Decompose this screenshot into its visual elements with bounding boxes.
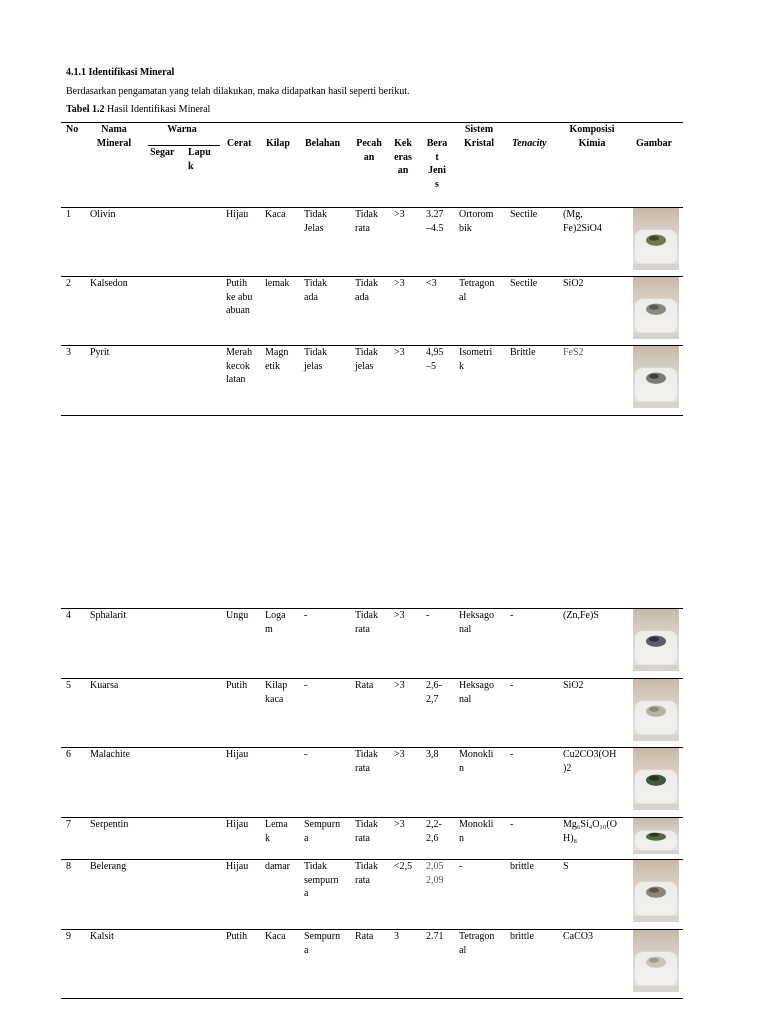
cell-kilap: etik — [265, 360, 280, 372]
cell-no: 6 — [66, 749, 71, 760]
cell-cerat: abuan — [226, 305, 250, 316]
cell-kekerasan: >3 — [394, 819, 405, 830]
cell-cerat: Merah — [226, 347, 253, 358]
cell-tenacity: brittle — [510, 931, 534, 942]
cell-komposisi-kimia: SiO2 — [563, 278, 584, 289]
cell-berat-jenis: 3.27 — [426, 209, 444, 220]
cell-nama-mineral: Belerang — [90, 861, 127, 872]
cell-pecahan: Tidak — [355, 278, 378, 289]
cell-belahan: ada — [304, 291, 318, 303]
cell-nama-mineral: Serpentin — [90, 819, 129, 830]
cell-belahan: a — [304, 944, 309, 956]
cell-belahan: a — [304, 832, 309, 844]
cell-belahan: Sempurn — [304, 819, 341, 830]
cell-kilap: Kilap — [265, 680, 288, 691]
cell-sistem-kristal: Monokli — [459, 749, 494, 760]
cell-berat-jenis: 2.71 — [426, 931, 444, 942]
table-caption — [66, 103, 210, 117]
cell-komposisi-kimia: )2 — [563, 762, 572, 774]
cell-tenacity: brittle — [510, 861, 534, 872]
cell-berat-jenis: 3,8 — [426, 749, 439, 760]
serpentin-photo — [633, 818, 679, 854]
cell-pecahan: ada — [355, 291, 369, 303]
cell-nama-mineral: Malachite — [90, 749, 130, 760]
cell-kekerasan: >3 — [394, 749, 405, 760]
cell-berat-jenis: 2,05 — [426, 861, 444, 872]
cell-pecahan: rata — [355, 623, 370, 635]
cell-kilap: k — [265, 832, 270, 844]
cell-belahan: Tidak — [304, 861, 327, 872]
cell-belahan: sempurn — [304, 874, 339, 886]
cell-sistem-kristal: Monokli — [459, 819, 494, 830]
cell-kilap: m — [265, 623, 273, 635]
cell-kekerasan: >3 — [394, 610, 405, 621]
header-segar: Segar — [150, 147, 175, 158]
cell-kilap: Lema — [265, 819, 288, 830]
cell-pecahan: Tidak — [355, 861, 378, 872]
cell-no: 3 — [66, 347, 71, 358]
cell-sistem-kristal: k — [459, 360, 464, 372]
cell-belahan: Tidak — [304, 347, 327, 358]
cell-cerat: Putih — [226, 680, 248, 691]
cell-komposisi-kimia: FeS2 — [563, 347, 584, 358]
cell-belahan: Jelas — [304, 222, 324, 234]
cell-pecahan: rata — [355, 874, 370, 886]
pyrit-photo — [633, 346, 679, 408]
cell-kilap: Magn — [265, 347, 289, 358]
kalsit-photo — [633, 930, 679, 992]
cell-sistem-kristal: Ortorom — [459, 209, 494, 220]
cell-komposisi-kimia: (Zn,Fe)S — [563, 610, 599, 621]
cell-tenacity: - — [510, 680, 514, 691]
cell-kilap: lemak — [265, 278, 290, 289]
cell-berat-jenis: 2,7 — [426, 693, 439, 705]
header-kekerasan: Kek — [394, 138, 412, 149]
cell-sistem-kristal: al — [459, 291, 467, 303]
header-no: No — [66, 124, 79, 135]
cell-berat-jenis: 4,95 — [426, 347, 444, 358]
header-kekerasan: eras — [394, 151, 412, 163]
cell-berat-jenis: –4.5 — [426, 222, 444, 234]
cell-sistem-kristal: Heksago — [459, 680, 494, 691]
cell-pecahan: rata — [355, 222, 370, 234]
cell-cerat: Hijau — [226, 861, 249, 872]
cell-nama-mineral: Pyrit — [90, 347, 110, 358]
kalsedon-photo — [633, 277, 679, 339]
cell-kekerasan: >3 — [394, 347, 405, 358]
cell-berat-jenis: 2,6 — [426, 832, 439, 844]
cell-cerat: Putih — [226, 278, 248, 289]
cell-cerat: Ungu — [226, 610, 249, 621]
olivin-photo — [633, 208, 679, 270]
header-cerat: Cerat — [227, 138, 252, 149]
cell-tenacity: - — [510, 749, 514, 760]
cell-pecahan: Tidak — [355, 610, 378, 621]
cell-sistem-kristal: Isometri — [459, 347, 493, 358]
cell-no: 2 — [66, 278, 71, 289]
cell-cerat: ke abu — [226, 291, 253, 303]
cell-kilap: Loga — [265, 610, 286, 621]
cell-belahan: - — [304, 610, 308, 621]
cell-berat-jenis: <3 — [426, 278, 437, 289]
cell-komposisi-kimia: Mg₆Si₄O₁₀(O — [563, 819, 617, 830]
cell-cerat: Hijau — [226, 819, 249, 830]
cell-sistem-kristal: bik — [459, 222, 472, 234]
cell-no: 1 — [66, 209, 71, 220]
header-berat-jenis: Bera — [426, 138, 448, 149]
header-berat-jenis: s — [435, 178, 439, 190]
cell-pecahan: Tidak — [355, 749, 378, 760]
cell-nama-mineral: Kalsit — [90, 931, 114, 942]
belerang-photo — [633, 860, 679, 922]
cell-cerat: latan — [226, 374, 246, 385]
cell-no: 5 — [66, 680, 71, 691]
header-berat-jenis: Jeni — [428, 165, 446, 176]
cell-belahan: a — [304, 888, 309, 899]
cell-tenacity: - — [510, 610, 514, 621]
cell-sistem-kristal: nal — [459, 693, 472, 705]
cell-kekerasan: >3 — [394, 209, 405, 220]
cell-komposisi-kimia: CaCO3 — [563, 931, 593, 942]
header-sistem-kristal: Sistem — [464, 124, 494, 135]
cell-sistem-kristal: Heksago — [459, 610, 494, 621]
cell-belahan: - — [304, 749, 308, 760]
cell-cerat: Putih — [226, 931, 248, 942]
cell-belahan: Tidak — [304, 278, 327, 289]
section-title: 4.1.1 Identifikasi Mineral — [66, 67, 175, 78]
cell-tenacity: Sectile — [510, 278, 538, 289]
cell-no: 4 — [66, 610, 71, 621]
header-sistem-kristal: Kristal — [464, 137, 494, 149]
header-warna: Warna — [167, 124, 197, 135]
intro-paragraph: Berdasarkan pengamatan yang telah dilakukan, maka didapatkan hasil seperti berikut. — [66, 86, 410, 97]
cell-sistem-kristal: - — [459, 861, 463, 872]
table-caption-label: Tabel 1.2 — [66, 104, 105, 115]
sphalarit-photo — [633, 609, 679, 671]
cell-belahan: Tidak — [304, 209, 327, 220]
cell-kekerasan: >3 — [394, 278, 405, 289]
cell-berat-jenis: - — [426, 610, 430, 621]
cell-komposisi-kimia: H)₈ — [563, 832, 578, 844]
cell-kilap: Kaca — [265, 209, 286, 220]
header-nama-mineral: Mineral — [96, 137, 132, 149]
cell-pecahan: Rata — [355, 680, 374, 691]
cell-no: 9 — [66, 931, 71, 942]
header-komposisi-kimia: Kimia — [578, 137, 606, 149]
header-berat-jenis: t — [435, 151, 439, 163]
kuarsa-photo — [633, 679, 679, 741]
cell-pecahan: Tidak — [355, 819, 378, 830]
cell-tenacity: Brittle — [510, 347, 536, 358]
header-lapuk: Lapu — [188, 147, 211, 158]
cell-komposisi-kimia: SiO2 — [563, 680, 584, 691]
cell-nama-mineral: Kuarsa — [90, 680, 119, 691]
cell-kekerasan: 3 — [394, 931, 399, 942]
header-gambar: Gambar — [636, 138, 673, 149]
cell-sistem-kristal: Tetragon — [459, 931, 495, 942]
cell-sistem-kristal: nal — [459, 623, 472, 635]
cell-kilap: kaca — [265, 693, 284, 705]
cell-belahan: - — [304, 680, 308, 691]
cell-berat-jenis: 2,2- — [426, 819, 442, 830]
cell-belahan: Sempurn — [304, 931, 341, 942]
cell-pecahan: jelas — [355, 360, 374, 372]
cell-sistem-kristal: al — [459, 944, 467, 956]
cell-no: 7 — [66, 819, 71, 830]
table-bottom-rule-page2 — [61, 998, 683, 999]
cell-kilap: damar — [265, 861, 290, 872]
cell-no: 8 — [66, 861, 71, 872]
header-tenacity: Tenacity — [512, 138, 547, 149]
cell-pecahan: Tidak — [355, 347, 378, 358]
header-nama-mineral: Nama — [101, 124, 127, 135]
cell-pecahan: Tidak — [355, 209, 378, 220]
cell-tenacity: Sectile — [510, 209, 538, 220]
header-kilap: Kilap — [266, 138, 290, 149]
cell-belahan: jelas — [304, 360, 323, 372]
cell-berat-jenis: –5 — [426, 360, 436, 372]
cell-sistem-kristal: Tetragon — [459, 278, 495, 289]
cell-kilap: Kaca — [265, 931, 286, 942]
cell-pecahan: rata — [355, 762, 370, 774]
cell-komposisi-kimia: S — [563, 861, 569, 872]
table-bottom-rule-page1 — [61, 415, 683, 416]
cell-kekerasan: <2,5 — [394, 861, 413, 872]
cell-berat-jenis: 2,6- — [426, 680, 442, 691]
header-lapuk: k — [188, 160, 194, 172]
table-caption-text: Hasil Identifikasi Mineral — [107, 104, 211, 115]
cell-komposisi-kimia: Cu2CO3(OH — [563, 749, 617, 760]
cell-cerat: Hijau — [226, 209, 249, 220]
cell-sistem-kristal: n — [459, 762, 464, 774]
cell-pecahan: rata — [355, 832, 370, 844]
cell-komposisi-kimia: Fe)2SiO4 — [563, 222, 602, 234]
cell-berat-jenis: 2,09 — [426, 874, 444, 886]
cell-kekerasan: >3 — [394, 680, 405, 691]
header-kekerasan: an — [397, 165, 409, 176]
cell-tenacity: - — [510, 819, 514, 830]
header-pecahan: Pecah — [356, 138, 382, 149]
malachite-photo — [633, 748, 679, 810]
header-komposisi-kimia: Komposisi — [569, 124, 615, 135]
header-belahan: Belahan — [305, 138, 341, 149]
cell-nama-mineral: Sphalarit — [90, 610, 127, 621]
header-pecahan: an — [363, 151, 375, 163]
cell-cerat: kecok — [226, 360, 250, 372]
cell-cerat: Hijau — [226, 749, 249, 760]
cell-komposisi-kimia: (Mg, — [563, 209, 583, 220]
cell-sistem-kristal: n — [459, 832, 464, 844]
cell-pecahan: Rata — [355, 931, 374, 942]
cell-nama-mineral: Kalsedon — [90, 278, 128, 289]
cell-nama-mineral: Olivin — [90, 209, 116, 220]
